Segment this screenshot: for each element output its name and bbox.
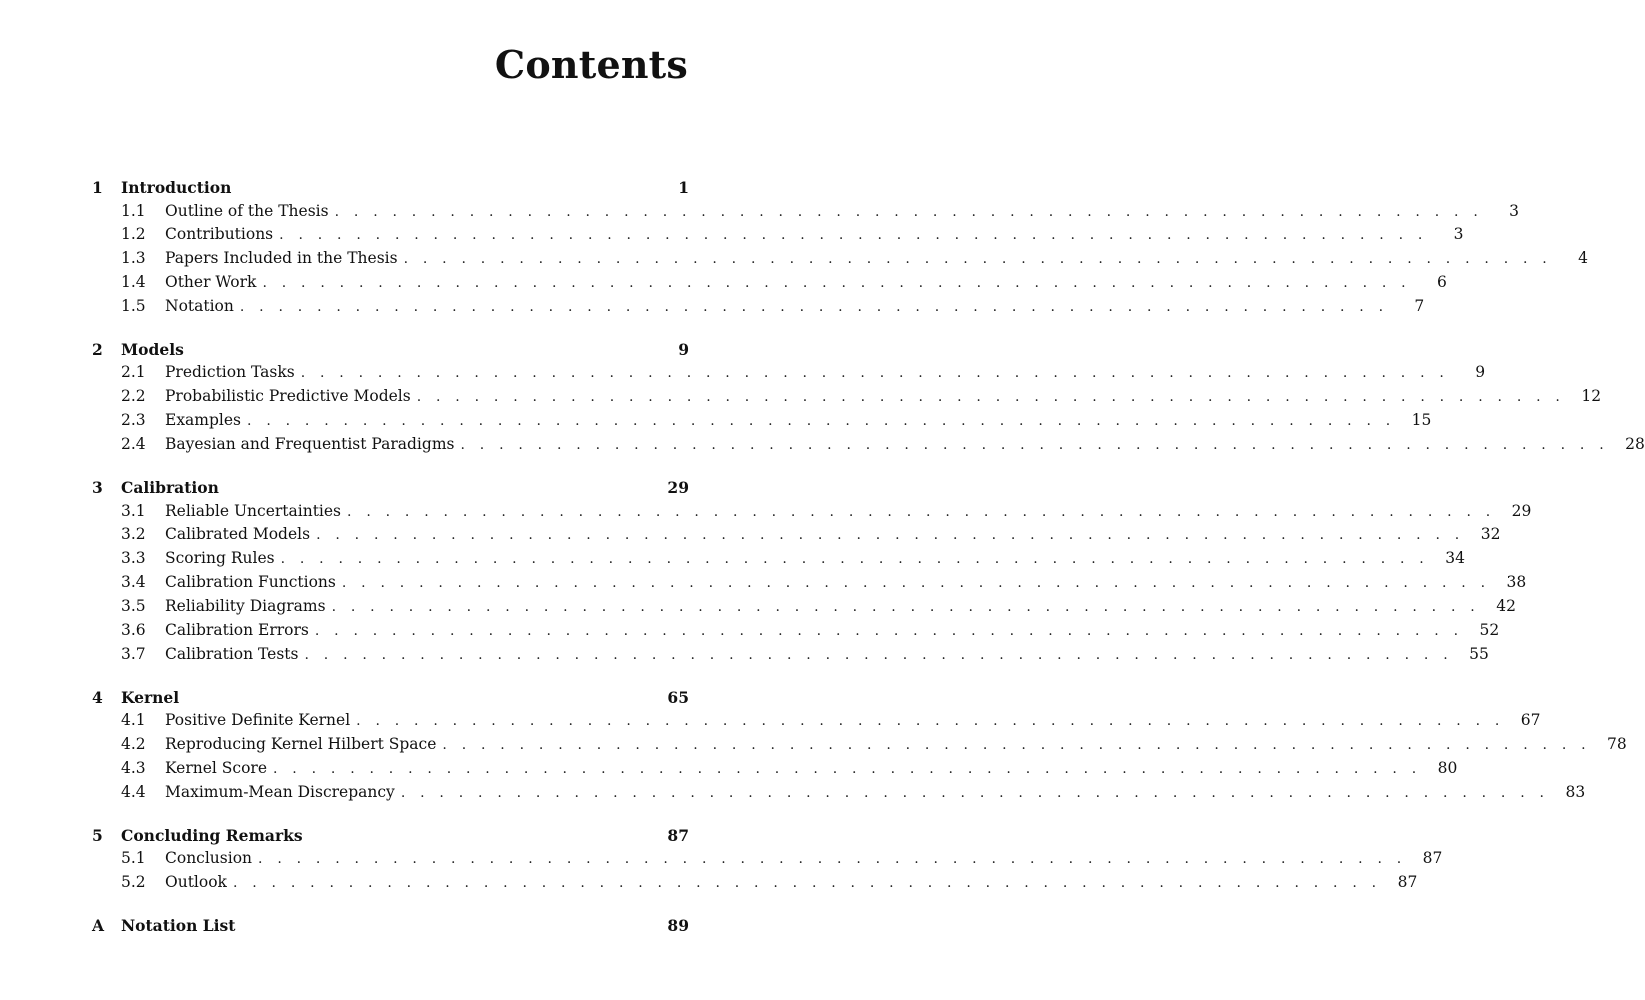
section-title: Contributions <box>165 225 274 244</box>
dot-leader: . . . . . . . . . . . . . . . . . . . . . . . . . . . . . . . . . . . . . . . . . . . . . . . . . . . . . . . . . . . . <box>334 203 1483 220</box>
section-number: 2.3 <box>121 411 146 430</box>
section-title: Scoring Rules <box>165 549 275 568</box>
dot-leader: . . . . . . . . . . . . . . . . . . . . . . . . . . . . . . . . . . . . . . . . . . . . . . . . . . . . . . . . . . . . <box>341 575 1491 592</box>
section-page-number: 12 <box>1581 387 1602 406</box>
chapter-number: 3 <box>92 478 103 498</box>
toc-section-entry[interactable] <box>92 847 1443 871</box>
chapter-number: 5 <box>92 825 103 845</box>
toc-chapter-entry[interactable] <box>92 914 689 938</box>
section-title: Examples <box>165 411 242 430</box>
chapter-page-number: 1 <box>678 178 689 197</box>
toc-chapter-entry[interactable] <box>92 176 689 200</box>
dot-leader: . . . . . . . . . . . . . . . . . . . . . . . . . . . . . . . . . . . . . . . . . . . . . . . . . . . . . . . . . . . . <box>273 761 1422 778</box>
chapter-number: 1 <box>92 178 103 197</box>
section-page-number: 87 <box>1422 849 1443 868</box>
dot-leader: . . . . . . . . . . . . . . . . . . . . . . . . . . . . . . . . . . . . . . . . . . . . . . . . . . . . . . . . . . . . <box>262 275 1411 292</box>
dot-leader: . . . . . . . . . . . . . . . . . . . . . . . . . . . . . . . . . . . . . . . . . . . . . . . . . . . . . . . . . . . . <box>316 527 1465 544</box>
section-page-number: 6 <box>1436 273 1447 292</box>
section-number: 2.4 <box>121 435 146 454</box>
section-number: 3.3 <box>121 549 146 568</box>
chapter-title: Models <box>121 339 184 359</box>
section-number: 1.4 <box>121 273 146 292</box>
dot-leader: . . . . . . . . . . . . . . . . . . . . . . . . . . . . . . . . . . . . . . . . . . . . . . . . . . . . . . . . . . . . <box>258 851 1407 868</box>
toc-section-entry[interactable] <box>92 385 1602 409</box>
chapter-title: Calibration <box>121 478 219 498</box>
chapter-page-number: 89 <box>667 916 689 936</box>
toc-chapter <box>92 476 1532 667</box>
section-number: 1.1 <box>121 201 146 220</box>
section-page-number: 55 <box>1469 644 1489 663</box>
toc-chapter <box>92 176 1588 319</box>
section-number: 2.1 <box>121 363 146 382</box>
chapter-title: Introduction <box>121 178 232 197</box>
dot-leader: . . . . . . . . . . . . . . . . . . . . . . . . . . . . . . . . . . . . . . . . . . . . . . . . . . . . . . . . . . . . <box>247 413 1396 430</box>
toc-chapter-entry[interactable] <box>92 824 689 848</box>
section-number: 3.6 <box>121 620 146 639</box>
section-number: 4.4 <box>121 782 146 801</box>
chapter-page-number: 65 <box>667 687 689 707</box>
toc-section-entry[interactable] <box>92 523 1501 547</box>
section-number: 4.3 <box>121 759 146 778</box>
section-page-number: 34 <box>1445 549 1465 568</box>
dot-leader: . . . . . . . . . . . . . . . . . . . . . . . . . . . . . . . . . . . . . . . . . . . . . . . . . . . . . . . . . . . . <box>347 503 1496 520</box>
dot-leader: . . . . . . . . . . . . . . . . . . . . . . . . . . . . . . . . . . . . . . . . . . . . . . . . . . . . . . . . . . . . <box>279 227 1428 244</box>
section-page-number: 7 <box>1414 297 1425 316</box>
section-page-number: 28 <box>1625 435 1645 454</box>
section-page-number: 3 <box>1509 201 1519 220</box>
toc-section-entry[interactable] <box>92 409 1432 433</box>
section-page-number: 9 <box>1475 363 1486 382</box>
toc-section-entry[interactable] <box>92 271 1447 295</box>
dot-leader: . . . . . . . . . . . . . . . . . . . . . . . . . . . . . . . . . . . . . . . . . . . . . . . . . . . . . . . . . . . . <box>460 437 1609 454</box>
dot-leader: . . . . . . . . . . . . . . . . . . . . . . . . . . . . . . . . . . . . . . . . . . . . . . . . . . . . . . . . . . . . <box>280 551 1429 568</box>
section-page-number: 52 <box>1479 620 1500 639</box>
chapter-number: 4 <box>92 687 103 707</box>
section-number: 5.2 <box>121 873 146 892</box>
section-page-number: 15 <box>1411 411 1432 430</box>
toc-section-entry[interactable] <box>92 871 1418 895</box>
toc-chapter <box>92 914 689 938</box>
section-title: Kernel Score <box>165 759 267 778</box>
dot-leader: . . . . . . . . . . . . . . . . . . . . . . . . . . . . . . . . . . . . . . . . . . . . . . . . . . . . . . . . . . . . <box>400 784 1550 801</box>
section-number: 1.3 <box>121 249 146 268</box>
toc-section-entry[interactable] <box>92 643 1489 667</box>
section-number: 1.5 <box>121 297 146 316</box>
dot-leader: . . . . . . . . . . . . . . . . . . . . . . . . . . . . . . . . . . . . . . . . . . . . . . . . . . . . . . . . . . . . <box>239 299 1389 316</box>
section-title: Reliable Uncertainties <box>165 501 342 520</box>
dot-leader: . . . . . . . . . . . . . . . . . . . . . . . . . . . . . . . . . . . . . . . . . . . . . . . . . . . . . . . . . . . . <box>232 875 1382 892</box>
section-number: 3.4 <box>121 573 146 592</box>
toc-section-entry[interactable] <box>92 223 1464 247</box>
chapter-page-number: 9 <box>678 339 689 359</box>
section-page-number: 87 <box>1397 873 1418 892</box>
toc-chapter-entry[interactable] <box>92 476 689 500</box>
section-title: Other Work <box>165 273 257 292</box>
chapter-title: Concluding Remarks <box>121 825 303 845</box>
section-page-number: 83 <box>1565 782 1586 801</box>
section-title: Notation <box>165 297 234 316</box>
section-number: 3.7 <box>121 644 146 663</box>
section-number: 1.2 <box>121 225 146 244</box>
section-page-number: 29 <box>1511 501 1532 520</box>
toc-chapter <box>92 338 1645 457</box>
section-number: 5.1 <box>121 849 146 868</box>
section-title: Outlook <box>165 873 227 892</box>
section-page-number: 67 <box>1520 711 1541 730</box>
toc-section-entry[interactable] <box>92 571 1527 595</box>
toc-section-entry[interactable] <box>92 757 1458 781</box>
section-page-number: 3 <box>1453 225 1464 244</box>
dot-leader: . . . . . . . . . . . . . . . . . . . . . . . . . . . . . . . . . . . . . . . . . . . . . . . . . . . . . . . . . . . . <box>331 599 1480 616</box>
toc-section-entry[interactable] <box>92 500 1532 524</box>
section-number: 3.2 <box>121 525 146 544</box>
toc-chapter-entry[interactable] <box>92 338 689 362</box>
dot-leader: . . . . . . . . . . . . . . . . . . . . . . . . . . . . . . . . . . . . . . . . . . . . . . . . . . . . . . . . . . . . <box>300 365 1450 382</box>
section-title: Calibration Functions <box>165 573 336 592</box>
toc-section-entry[interactable] <box>92 361 1486 385</box>
toc-chapter <box>92 686 1627 805</box>
section-title: Conclusion <box>165 849 253 868</box>
section-title: Reliability Diagrams <box>165 597 326 616</box>
toc-section-entry[interactable] <box>92 709 1541 733</box>
toc-section-entry[interactable] <box>92 733 1627 757</box>
dot-leader: . . . . . . . . . . . . . . . . . . . . . . . . . . . . . . . . . . . . . . . . . . . . . . . . . . . . . . . . . . . . <box>356 713 1505 730</box>
chapter-page-number: 87 <box>667 825 689 845</box>
section-title: Outline of the Thesis <box>165 201 329 220</box>
section-page-number: 4 <box>1578 249 1588 268</box>
dot-leader: . . . . . . . . . . . . . . . . . . . . . . . . . . . . . . . . . . . . . . . . . . . . . . . . . . . . . . . . . . . . <box>416 389 1566 406</box>
section-number: 2.2 <box>121 387 146 406</box>
dot-leader: . . . . . . . . . . . . . . . . . . . . . . . . . . . . . . . . . . . . . . . . . . . . . . . . . . . . . . . . . . . . <box>442 737 1591 754</box>
section-page-number: 78 <box>1607 735 1627 754</box>
section-page-number: 80 <box>1437 759 1458 778</box>
toc-section-entry[interactable] <box>92 200 1519 224</box>
chapter-page-number: 29 <box>667 478 689 498</box>
toc-section-entry[interactable] <box>92 781 1586 805</box>
toc-section-entry[interactable] <box>92 247 1588 271</box>
section-title: Papers Included in the Thesis <box>165 249 398 268</box>
chapter-number: 2 <box>92 339 103 359</box>
toc-section-entry[interactable] <box>92 595 1516 619</box>
section-number: 3.1 <box>121 501 146 520</box>
dot-leader: . . . . . . . . . . . . . . . . . . . . . . . . . . . . . . . . . . . . . . . . . . . . . . . . . . . . . . . . . . . . <box>314 622 1464 639</box>
dot-leader: . . . . . . . . . . . . . . . . . . . . . . . . . . . . . . . . . . . . . . . . . . . . . . . . . . . . . . . . . . . . <box>403 251 1552 268</box>
section-number: 4.2 <box>121 735 146 754</box>
section-title: Positive Definite Kernel <box>165 711 351 730</box>
section-number: 3.5 <box>121 597 146 616</box>
section-title: Calibrated Models <box>165 525 311 544</box>
chapter-title: Notation List <box>121 916 236 936</box>
section-title: Prediction Tasks <box>165 363 295 382</box>
chapter-number: A <box>92 916 105 936</box>
section-page-number: 42 <box>1496 597 1516 616</box>
toc-chapter-entry[interactable] <box>92 686 689 710</box>
section-page-number: 38 <box>1506 573 1527 592</box>
section-title: Calibration Errors <box>165 620 309 639</box>
section-title: Bayesian and Frequentist Paradigms <box>165 435 455 454</box>
page-title: Contents <box>494 42 688 87</box>
chapter-title: Kernel <box>121 687 180 707</box>
section-title: Probabilistic Predictive Models <box>165 387 411 406</box>
section-number: 4.1 <box>121 711 146 730</box>
toc-section-entry[interactable] <box>92 547 1465 571</box>
table-of-contents <box>92 176 1645 957</box>
section-title: Calibration Tests <box>165 644 299 663</box>
toc-chapter <box>92 824 1443 895</box>
section-page-number: 32 <box>1480 525 1501 544</box>
toc-section-entry[interactable] <box>92 295 1425 319</box>
toc-section-entry[interactable] <box>92 619 1500 643</box>
dot-leader: . . . . . . . . . . . . . . . . . . . . . . . . . . . . . . . . . . . . . . . . . . . . . . . . . . . . . . . . . . . . <box>304 646 1453 663</box>
section-title: Reproducing Kernel Hilbert Space <box>165 735 437 754</box>
section-title: Maximum-Mean Discrepancy <box>165 782 395 801</box>
toc-section-entry[interactable] <box>92 433 1645 457</box>
